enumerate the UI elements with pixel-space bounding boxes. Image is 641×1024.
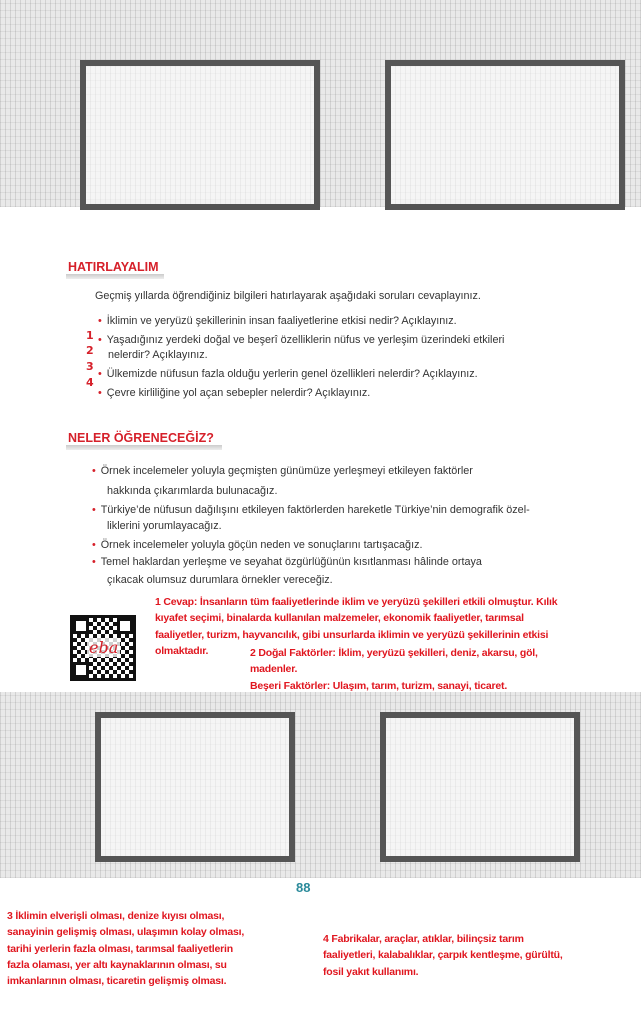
marker-3: 3: [86, 360, 94, 373]
top-sketch-illustration: [0, 0, 641, 207]
question-3: • Ülkemizde nüfusun fazla olduğu yerlerin genel özellikleri nelerdir? Açıklayınız.: [98, 368, 478, 380]
question-4: • Çevre kirliliğine yol açan sebepler nelerdir? Açıklayınız.: [98, 387, 371, 399]
learn-item-cont: çıkacak olumsuz durumlara örnekler vereceğiz.: [107, 574, 333, 586]
eba-qr-code[interactable]: [70, 615, 136, 681]
marker-2: 2: [86, 344, 94, 357]
eba-logo: eba: [89, 638, 119, 657]
question-2-cont: nelerdir? Açıklayınız.: [108, 349, 208, 361]
answer-1: 1 Cevap: İnsanların tüm faaliyetlerinde iklim ve yeryüzü şekilleri etkili olmuştur. Kılık kıyafet seçimi, binalarda kullanılan malzemeler, ekonomik faaliyetler, tarımsal faaliyetler, turizm, hayvancılık, gibi unsurlarda iklimin ve yeryüzü şekillerinin etkisi olmaktadır.: [155, 596, 558, 657]
bottom-sketch-illustration: [0, 692, 641, 878]
question-1: • İklimin ve yeryüzü şekillerinin insan faaliyetlerine etkisi nedir? Açıklayınız.: [98, 315, 457, 327]
answer-2: 2 Doğal Faktörler: İklim, yeryüzü şekilleri, deniz, akarsu, göl, madenler. Beşeri Faktörler: Ulaşım, tarım, turizm, sanayi, ticaret.: [250, 647, 538, 692]
learn-item: • Örnek incelemeler yoluyla geçmişten günümüze yerleşmeyi etkileyen faktörler: [92, 465, 473, 477]
answer-4: 4 Fabrikalar, araçlar, atıklar, bilinçsiz tarım faaliyetleri, kalabalıklar, çarpık kentleşme, gürültü, fosil yakıt kullanımı.: [323, 933, 563, 978]
question-2: • Yaşadığınız yerdeki doğal ve beşerî özelliklerin nüfus ve yerleşim üzerindeki etkileri: [98, 334, 505, 346]
marker-1: 1: [86, 329, 94, 342]
section-title-remember: HATIRLAYALIM: [68, 260, 159, 274]
marker-4: 4: [86, 376, 94, 389]
learn-item: • Türkiye’de nüfusun dağılışını etkileyen faktörlerden hareketle Türkiye’nin demografik özel-: [92, 504, 530, 516]
section-title-learn: NELER ÖĞRENECEĞİZ?: [68, 431, 214, 445]
learn-item: • Örnek incelemeler yoluyla göçün neden ve sonuçlarını tartışacağız.: [92, 539, 423, 551]
page-number: 88: [296, 880, 311, 895]
remember-intro: Geçmiş yıllarda öğrendiğiniz bilgileri hatırlayarak aşağıdaki soruları cevaplayınız.: [95, 290, 481, 302]
learn-item: • Temel haklardan yerleşme ve seyahat özgürlüğünün kısıtlanması hâlinde ortaya: [92, 556, 482, 568]
answer-3: 3 İklimin elverişli olması, denize kıyısı olması, sanayinin gelişmiş olması, ulaşımın kolay olması, tarihi yerlerin fazla olması, tarımsal faaliyetlerin fazla olaması, yer altı kaynaklarının olması, su imkanlarının olması, ticaretin gelişmiş olması.: [7, 910, 245, 988]
learn-item-cont: liklerini yorumlayacağız.: [107, 520, 222, 532]
learn-item-cont: hakkında çıkarımlarda bulunacağız.: [107, 485, 278, 497]
